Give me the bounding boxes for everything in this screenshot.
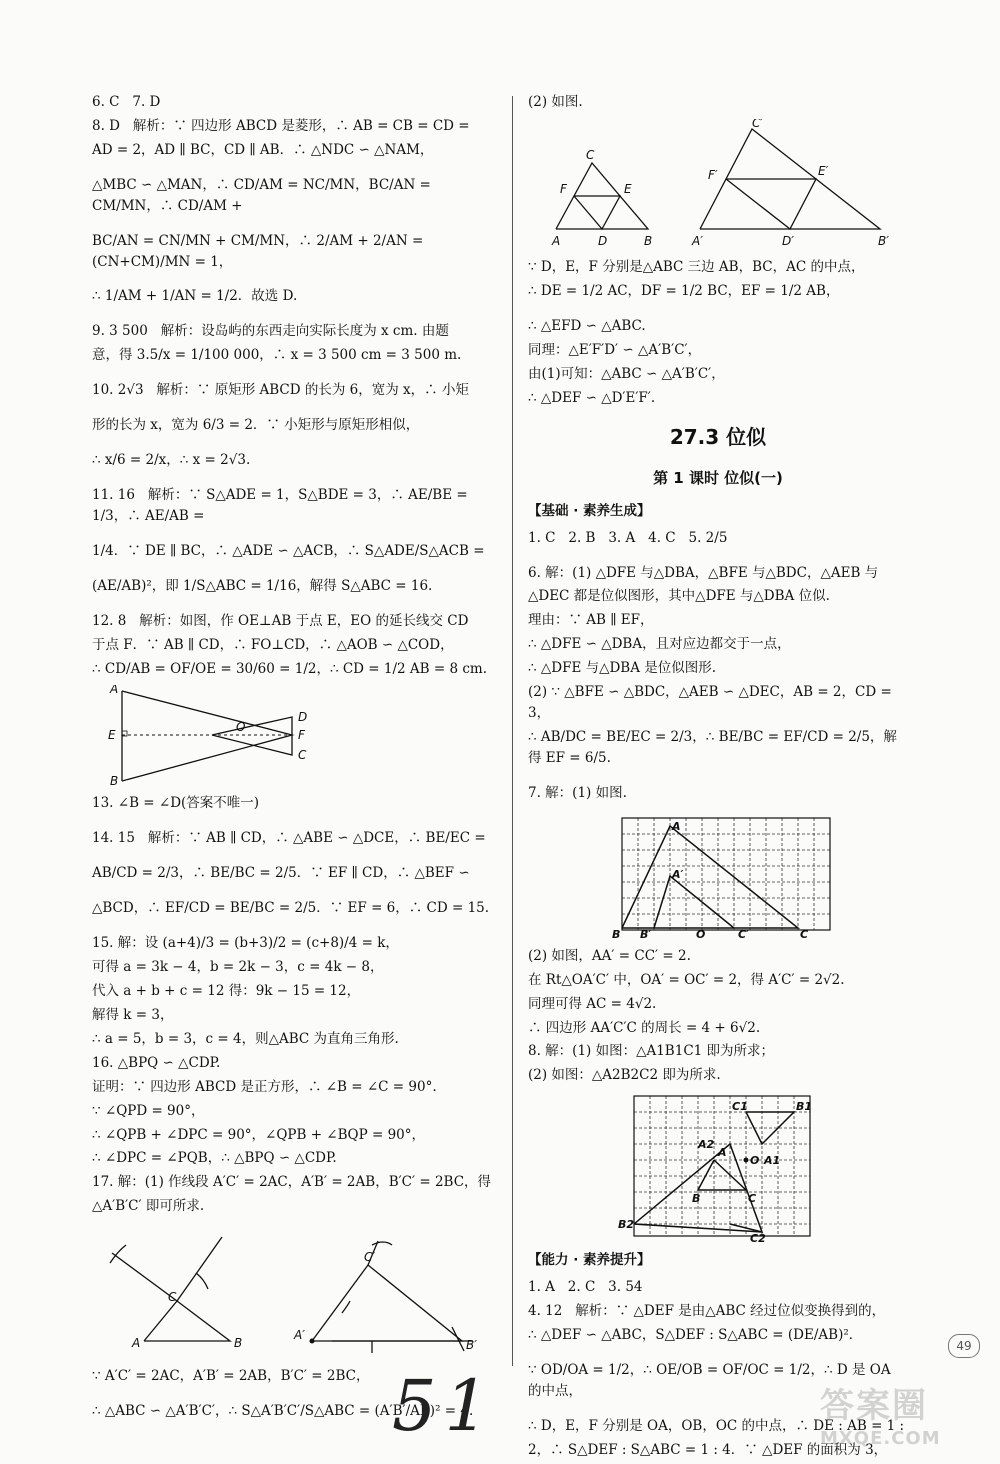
answer-line: ∴ △DEF ∽ △D′E′F′.: [528, 389, 656, 406]
label-O: O: [696, 927, 706, 938]
answer-line: ∴ DE = 1/2 AC，DF = 1/2 BC，EF = 1/2 AB，: [528, 282, 840, 299]
label-O: O: [750, 1154, 760, 1168]
answer-line: 理由：∵ AB ∥ EF，: [528, 612, 654, 629]
left-column: [92, 92, 492, 1425]
label-E-prime: E′: [818, 163, 829, 178]
answer-line: (2) 如图.: [528, 94, 583, 110]
label-B: B: [692, 1192, 701, 1206]
label-B-prime: B′: [466, 1338, 477, 1353]
answer-line: 7. 解：(1) 如图.: [528, 784, 627, 801]
answer-line: ∵ OD/OA = 1/2，∴ OE/OB = OF/OC = 1/2，∴ D 是 OA 的中点，: [528, 1361, 895, 1399]
answer-line: ∴ AB/DC = BE/EC = 2/3，∴ BE/BC = EF/CD = 2/5，解得 EF = 6/5.: [528, 729, 897, 766]
label-A2: A2: [698, 1138, 715, 1152]
answer-line: 形的长为 x，宽为 6/3 = 2．∵ 小矩形与原矩形相似，: [92, 417, 420, 434]
answer-line: ∴ ∠DPC = ∠PQB，∴ △BPQ ∽ △CDP.: [92, 1150, 337, 1167]
answer-line: 11. 16 解析：∵ S△ADE = 1，S△BDE = 3，∴ AE/BE = 1/3，∴ AE/AB =: [92, 486, 472, 524]
label-D: D: [298, 710, 308, 725]
answer-line: BC/AN = CN/MN + CM/MN，∴ 2/AM + 2/AN = (CN+CM)/MN = 1，: [92, 232, 428, 270]
answer-line: △BCD，∴ EF/CD = BE/BC = 2/5．∵ EF = 6，∴ CD = 15.: [92, 900, 490, 917]
answer-line: 1. C 2. B 3. A 4. C 5. 2/5: [528, 529, 728, 546]
answer-line: △MBC ∽ △MAN，∴ CD/AM = NC/MN，BC/AN = CM/MN，∴ CD/AM +: [92, 176, 436, 214]
answer-line: (2) 如图：△A2B2C2 即为所求.: [528, 1067, 721, 1084]
label-C: C: [586, 147, 595, 162]
answer-line: 4. 12 解析：∵ △DEF 是由△ABC 经过位似变换得到的，: [528, 1303, 886, 1320]
answer-line: ∴ △DFE 与△DBA 是位似图形.: [528, 660, 717, 677]
answer-line: ∴ △EFD ∽ △ABC.: [528, 317, 646, 334]
label-A: A: [132, 1336, 141, 1351]
answer-line: (2) 如图，AA′ = CC′ = 2.: [528, 947, 691, 964]
figure-12-bowtie: [92, 685, 322, 785]
tag-ability: 【能力 · 素养提升】: [528, 1252, 651, 1269]
section-title: 27.3 位似: [669, 425, 767, 450]
label-B: B: [612, 927, 621, 938]
answer-line: 17. 解：(1) 作线段 A′C′ = 2AC，A′B′ = 2AB，B′C′ = 2BC，得: [92, 1174, 492, 1191]
label-F: F: [560, 181, 567, 196]
answer-line: 9. 3 500 解析：设岛屿的东西走向实际长度为 x cm. 由题: [92, 323, 449, 340]
answer-line: 14. 15 解析：∵ AB ∥ CD，∴ △ABE ∽ △DCE，∴ BE/EC =: [92, 830, 486, 847]
label-E: E: [108, 728, 116, 743]
watermark-top-text: 答案圈: [820, 1386, 928, 1426]
label-O: O: [236, 720, 246, 735]
answer-line: ∵ ∠QPD = 90°，: [92, 1102, 205, 1119]
page-number-badge: 49: [948, 1334, 980, 1358]
label-C-prime: C′: [364, 1250, 376, 1265]
answer-line: 在 Rt△OA′C′ 中，OA′ = OC′ = 2，得 A′C′ = 2√2.: [528, 971, 845, 988]
label-A: A: [110, 685, 119, 697]
answer-line: ∴ 1/AM + 1/AN = 1/2．故选 D.: [92, 288, 298, 305]
label-C1: C1: [732, 1100, 748, 1114]
figure-17-construction: [92, 1223, 492, 1358]
answer-line: △A′B′C′ 即可所求.: [92, 1198, 205, 1215]
answer-line: 2，∴ S△DEF : S△ABC = 1 : 4．∵ △DEF 的面积为 3，: [528, 1441, 888, 1458]
handwritten-mark: 51: [392, 1365, 498, 1447]
label-D: D: [598, 233, 608, 248]
answer-line: 6. 解：(1) △DFE 与△DBA，△BFE 与△BDC，△AEB 与: [528, 564, 879, 581]
answer-line: ∴ x/6 = 2/x，∴ x = 2√3.: [92, 452, 251, 469]
answer-line: 10. 2√3 解析：∵ 原矩形 ABCD 的长为 6，宽为 x，∴ 小矩: [92, 382, 469, 399]
right-lines-mid: [528, 257, 908, 409]
answer-line: 可得 a = 3k − 4，b = 2k − 3，c = 4k − 8，: [92, 959, 384, 976]
answer-line: 证明：∵ 四边形 ABCD 是正方形，∴ ∠B = ∠C = 90°.: [92, 1078, 437, 1095]
answer-line: 16. △BPQ ∽ △CDP.: [92, 1054, 221, 1071]
figure-7-grid: [528, 810, 908, 938]
answer-line: 13. ∠B = ∠D(答案不唯一): [92, 795, 260, 812]
answer-line: (2) ∵ △BFE ∽ △BDC，△AEB ∽ △DEC，AB = 2，CD = 3，: [528, 684, 897, 722]
answer-line: (AE/AB)²，即 1/S△ABC = 1/16，解得 S△ABC = 16.: [92, 577, 433, 594]
column-divider: [512, 96, 513, 1366]
label-B2: B2: [618, 1218, 635, 1232]
right-lines-7: [528, 946, 908, 1087]
answer-line: AD = 2，AD ∥ BC，CD ∥ AB．∴ △NDC ∽ △NAM，: [92, 141, 434, 158]
answer-line: ∴ CD/AB = OF/OE = 30/60 = 1/2，∴ CD = 1/2 AB = 8 cm.: [92, 660, 488, 677]
label-B-prime: B′: [640, 927, 652, 938]
label-C: C: [298, 748, 307, 763]
answer-line: ∴ ∠QPB + ∠DPC = 90°，∠QPB + ∠BQP = 90°，: [92, 1126, 426, 1143]
answer-line: 由(1)可知：△ABC ∽ △A′B′C′，: [528, 365, 725, 382]
label-B: B: [234, 1336, 243, 1351]
answer-line: ∴ △DFE ∽ △DBA，且对应边都交于一点，: [528, 636, 791, 653]
watermark: [820, 1380, 990, 1449]
label-C-prime: C′: [738, 927, 749, 938]
label-A-prime: A′: [692, 233, 703, 248]
answer-line: ∵ A′C′ = 2AC，A′B′ = 2AB，B′C′ = 2BC，: [92, 1368, 370, 1385]
label-F: F: [298, 728, 305, 743]
label-A: A: [718, 1146, 727, 1160]
answer-line: △DEC 都是位似图形，其中△DFE 与△DBA 位似.: [528, 588, 830, 605]
answer-line: 1/4．∵ DE ∥ BC，∴ △ADE ∽ △ACB，∴ S△ADE/S△ACB =: [92, 542, 485, 559]
label-B: B: [110, 774, 119, 786]
label-B1: B1: [796, 1100, 813, 1114]
answer-line: 6. C 7. D: [92, 94, 161, 110]
right-column: [528, 92, 908, 1464]
label-C: C: [748, 1192, 757, 1206]
answer-line: 意，得 3.5/x = 1/100 000，∴ x = 3 500 cm = 3 500 m.: [92, 347, 462, 364]
answer-line: ∴ D，E，F 分别是 OA，OB，OC 的中点，∴ DE : AB = 1 :: [528, 1417, 905, 1434]
answer-line: 15. 解：设 (a+4)/3 = (b+3)/2 = (c+8)/4 = k，: [92, 935, 399, 952]
left-lines-top: [92, 92, 492, 679]
answer-line: 12. 8 解析：如图，作 OE⊥AB 于点 E，EO 的延长线交 CD: [92, 612, 469, 629]
right-lines-basic: [528, 528, 908, 804]
label-C2: C2: [750, 1232, 766, 1243]
label-B-prime: B′: [878, 233, 889, 248]
answer-line: ∵ D，E，F 分别是△ABC 三边 AB，BC，AC 的中点，: [528, 258, 865, 275]
label-A: A: [672, 819, 681, 833]
lesson-title: 第 1 课时 位似(一): [653, 469, 783, 488]
answer-line: 同理可得 AC = 4√2.: [528, 995, 657, 1012]
answer-line: ∴ a = 5，b = 3，c = 4，则△ABC 为直角三角形.: [92, 1030, 399, 1047]
label-A-prime: A′: [672, 867, 684, 881]
answer-line: ∴ △DEF ∽ △ABC，S△DEF : S△ABC = (DE/AB)²．: [528, 1327, 863, 1344]
answer-line: 解得 k = 3，: [92, 1006, 174, 1023]
label-A-prime: A′: [294, 1328, 305, 1343]
figure-midpoint-triangles: [528, 119, 908, 249]
tag-basic: 【基础 · 素养生成】: [528, 502, 651, 519]
answer-line: ∴ 四边形 AA′C′C 的周长 = 4 + 6√2.: [528, 1019, 761, 1036]
label-F-prime: F′: [708, 167, 718, 182]
left-lines-after-fig: [92, 793, 492, 1217]
label-C: C: [800, 927, 809, 938]
label-B: B: [644, 233, 653, 248]
label-C-prime: C′: [752, 118, 764, 130]
label-A: A: [552, 233, 561, 248]
answer-line: 1. A 2. C 3. 54: [528, 1279, 643, 1296]
label-A1: A1: [764, 1154, 781, 1168]
answer-line: 8. D 解析：∵ 四边形 ABCD 是菱形，∴ AB = CB = CD =: [92, 117, 470, 134]
answer-line: 8. 解：(1) 如图：△A1B1C1 即为所求；: [528, 1043, 775, 1060]
answer-line: AB/CD = 2/3，∴ BE/BC = 2/5．∵ EF ∥ CD，∴ △BEF ∽: [92, 865, 470, 882]
answer-line: 同理：△E′F′D′ ∽ △A′B′C′，: [528, 341, 702, 358]
watermark-bottom-text: MXQE.COM: [820, 1427, 941, 1449]
answer-line: 代入 a + b + c = 12 得：9k − 15 = 12，: [92, 982, 361, 999]
answer-line: 于点 F．∵ AB ∥ CD，∴ FO⊥CD，∴ △AOB ∽ △COD，: [92, 636, 454, 653]
label-C: C: [168, 1290, 177, 1305]
label-D-prime: D′: [782, 233, 794, 248]
answer-line: ∴ △ABC ∽ △A′B′C′，∴ S△A′B′C′/S△ABC = (A′B′/AB)² = 4.: [92, 1403, 474, 1420]
figure-8-grid: [528, 1092, 908, 1242]
label-E: E: [624, 181, 632, 196]
